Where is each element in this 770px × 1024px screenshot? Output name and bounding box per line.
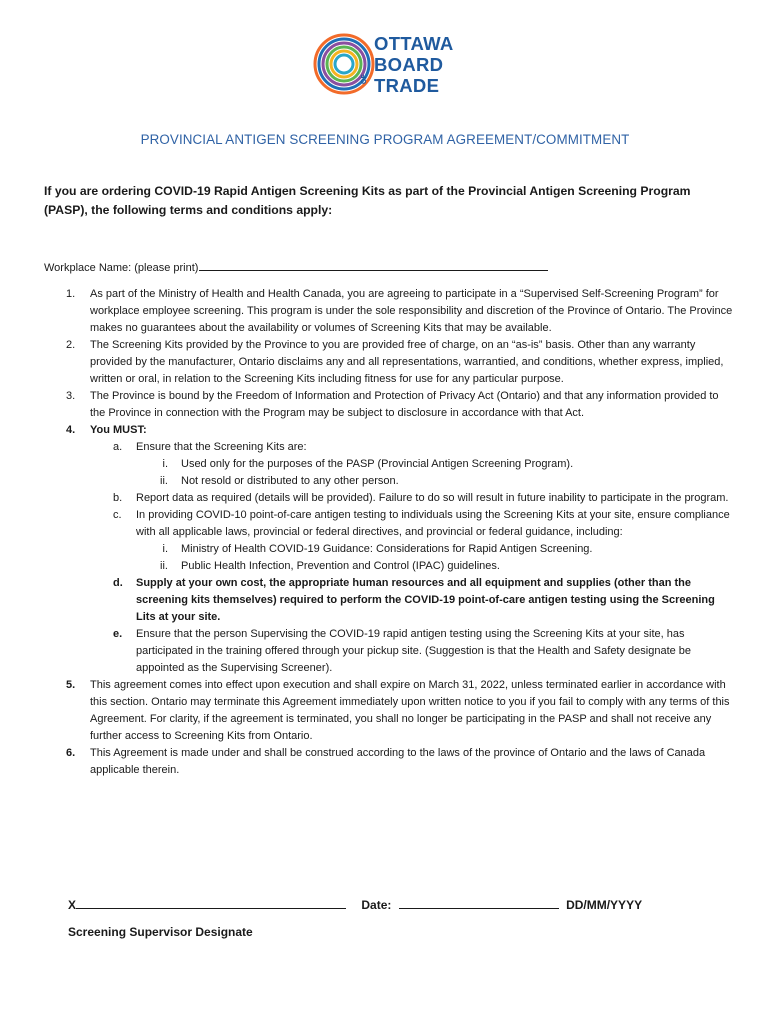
item-number: 1. bbox=[66, 288, 76, 300]
list-item bbox=[44, 745, 734, 779]
list-item bbox=[44, 388, 734, 422]
sub-sub-item-text: Used only for the purposes of the PASP (Provincial Antigen Screening Program). bbox=[181, 458, 574, 470]
sub-item bbox=[44, 575, 734, 626]
logo-word-board: BOARD bbox=[374, 54, 444, 75]
item-text: This agreement comes into effect upon execution and shall expire on March 31, 2022, unless terminated earlier in accordance with this section. Ontario may terminate this Agreement immediately upon written notice to you if you fail to comply with any terms of this Agreement. For clarity, if the agreement is terminated, you shall no longer be participating in the PASP and shall not receive any further access to Screening Kits from Ontario. bbox=[90, 679, 730, 742]
item-number: 2. bbox=[66, 339, 76, 351]
sub-item-text: Ensure that the Screening Kits are: bbox=[136, 441, 307, 453]
sub-sub-item bbox=[44, 456, 734, 473]
sub-sub-item-text: Ministry of Health COVID-19 Guidance: Considerations for Rapid Antigen Screening. bbox=[181, 543, 593, 555]
intro-paragraph: If you are ordering COVID-19 Rapid Antigen Screening Kits as part of the Provincial Antigen Screening Program (PASP), the following terms and conditions apply: bbox=[44, 184, 691, 217]
sub-item bbox=[44, 439, 734, 456]
sub-item bbox=[44, 626, 734, 677]
document-title: PROVINCIAL ANTIGEN SCREENING PROGRAM AGREEMENT/COMMITMENT bbox=[140, 132, 630, 147]
sub-sub-item bbox=[44, 541, 734, 558]
sub-item bbox=[44, 507, 734, 541]
sub-item-letter: b. bbox=[113, 492, 123, 504]
list-item bbox=[44, 422, 734, 439]
date-blank[interactable] bbox=[399, 896, 559, 909]
item-number: 5. bbox=[66, 679, 76, 691]
sub-sub-item bbox=[44, 558, 734, 575]
logo-word-ottawa: OTTAWA bbox=[374, 33, 454, 54]
item-number: 3. bbox=[66, 390, 76, 402]
workplace-name-label: Workplace Name: (please print) bbox=[44, 262, 199, 274]
workplace-name-blank[interactable] bbox=[199, 260, 548, 271]
sub-item-letter: c. bbox=[113, 509, 122, 521]
sub-item-text: Ensure that the person Supervising the COVID-19 rapid antigen testing using the Screening Kits at your site, has participated in the training offered through your pickup site. (Suggestion is that the Health and Safety designate be appointed as the Supervising Screener). bbox=[136, 628, 692, 674]
signature-blank[interactable] bbox=[76, 896, 346, 909]
sub-item-letter: d. bbox=[113, 577, 123, 589]
item-text: The Province is bound by the Freedom of Information and Protection of Privacy Act (Ontario) and that any information provided to the Province in connection with the Program may be subject to disclosure in accordance with that Act. bbox=[90, 390, 719, 419]
sub-item-text: Report data as required (details will be provided). Failure to do so will result in future inability to participate in the program. bbox=[136, 492, 729, 504]
item-text: This Agreement is made under and shall be construed according to the laws of the province of Ontario and the laws of Canada applicable therein. bbox=[90, 747, 706, 776]
sub-sub-item-text: Public Health Infection, Prevention and Control (IPAC) guidelines. bbox=[181, 560, 500, 572]
sub-item-text: Supply at your own cost, the appropriate human resources and all equipment and supplies (other than the screening kits themselves) required to perform the COVID-19 point-of-care antigen testing using the Screening Lits at your site. bbox=[136, 577, 715, 623]
sub-item-letter: e. bbox=[113, 628, 123, 640]
list-item bbox=[44, 286, 734, 337]
logo-rings-icon bbox=[312, 32, 376, 96]
date-format-hint: DD/MM/YYYY bbox=[566, 898, 643, 912]
item-number: 6. bbox=[66, 747, 76, 759]
item-text: As part of the Ministry of Health and Health Canada, you are agreeing to participate in a “Supervised Self-Screening Program” for workplace employee screening. This program is under the sole responsibility and discretion of the Province of Ontario. The Province makes no guarantees about the availability or volumes of Screening Kits that may be available. bbox=[90, 288, 733, 334]
list-item bbox=[44, 337, 734, 388]
sub-item-text: In providing COVID-10 point-of-care antigen testing to individuals using the Screening Kits at your site, ensure compliance with all applicable laws, provincial or federal directives, and provincial or federal guidance, including: bbox=[136, 509, 730, 538]
workplace-name-field bbox=[44, 260, 548, 274]
signature-caption: Screening Supervisor Designate bbox=[68, 925, 253, 939]
sub-item bbox=[44, 490, 734, 507]
terms-list bbox=[44, 286, 734, 779]
signature-row bbox=[68, 896, 642, 912]
signature-x-mark: X bbox=[68, 898, 77, 912]
logo-word-trade: TRADE bbox=[374, 75, 440, 96]
logo-word-of: OF bbox=[361, 74, 368, 84]
roman-numeral: ii. bbox=[160, 560, 168, 572]
list-item bbox=[44, 677, 734, 745]
roman-numeral: i. bbox=[162, 458, 168, 470]
item-text: The Screening Kits provided by the Province to you are provided free of charge, on an “as-is” basis. Other than any warranty provided by the manufacturer, Ontario disclaims any and all representations, warrantied, and conditions, whether express, implied, written or oral, in relation to the Screening Kits including fitness for use for any particular purpose. bbox=[90, 339, 724, 385]
sub-item-letter: a. bbox=[113, 441, 123, 453]
date-label: Date: bbox=[361, 898, 392, 912]
roman-numeral: i. bbox=[162, 543, 168, 555]
sub-sub-item-text: Not resold or distributed to any other person. bbox=[181, 475, 399, 487]
sub-sub-item bbox=[44, 473, 734, 490]
item-text: You MUST: bbox=[90, 424, 147, 436]
item-number: 4. bbox=[66, 424, 76, 436]
roman-numeral: ii. bbox=[160, 475, 168, 487]
